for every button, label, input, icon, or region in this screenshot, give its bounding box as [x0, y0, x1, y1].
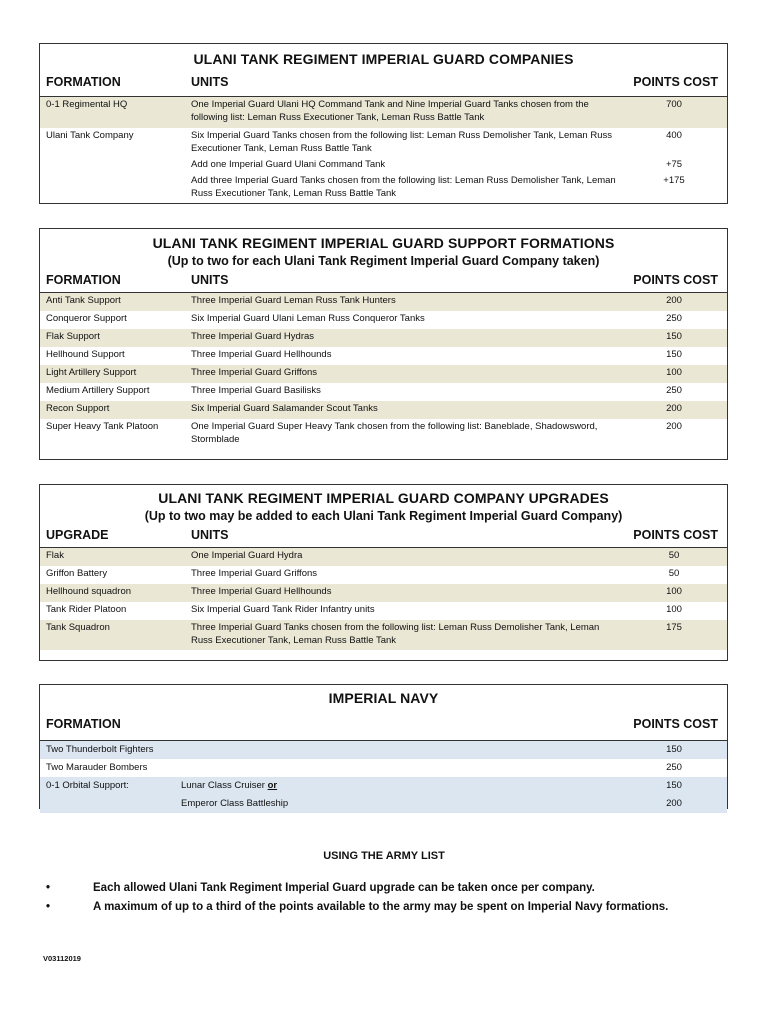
navy-table — [39, 684, 728, 809]
formation-cell: Super Heavy Tank Platoon — [46, 421, 159, 432]
points-cell: 200 — [666, 421, 682, 432]
formation-cell: Anti Tank Support — [46, 295, 121, 306]
upgrades-subtitle: (Up to two may be added to each Ulani Tank Regiment Imperial Guard Company) — [144, 509, 623, 523]
upgrades-header — [40, 528, 727, 546]
units-cell: Six Imperial Guard Ulani Leman Russ Conqueror Tanks — [191, 313, 425, 324]
using-title: USING THE ARMY LIST — [323, 850, 445, 862]
table-row — [40, 741, 727, 759]
upgrades-table — [39, 484, 728, 661]
table-row — [40, 347, 727, 365]
header-upgrade: UPGRADE — [46, 528, 109, 542]
table-row — [40, 566, 727, 584]
header-points: POINTS COST — [633, 717, 718, 731]
table-row — [40, 584, 727, 602]
formation-cell: Two Marauder Bombers — [46, 762, 148, 773]
table-row — [40, 329, 727, 347]
table-row — [40, 795, 727, 813]
formation-cell: Medium Artillery Support — [46, 385, 150, 396]
table-row — [40, 602, 727, 620]
units-cell: Three Imperial Guard Hellhounds — [191, 586, 332, 597]
formation-cell: 0-1 Regimental HQ — [46, 99, 128, 110]
points-cell: 150 — [666, 349, 682, 360]
header-units: UNITS — [191, 75, 229, 89]
support-header — [40, 273, 727, 291]
navy-title: IMPERIAL NAVY — [328, 690, 439, 706]
points-cell: 175 — [666, 622, 682, 633]
table-row — [40, 401, 727, 419]
units-cell: One Imperial Guard Hydra — [191, 550, 303, 561]
table-row — [40, 365, 727, 383]
bullet-icon: • — [46, 901, 51, 913]
units-cell: Three Imperial Guard Hydras — [191, 331, 315, 342]
table-row — [40, 777, 727, 795]
table-row — [40, 620, 727, 650]
formation-cell: Flak Support — [46, 331, 100, 342]
units-cell: Six Imperial Guard Tanks chosen from the following list: Leman Russ Demolisher Tank, Leman Russ Executioner Tank, Leman Russ Battle Tank — [191, 130, 613, 154]
version-label: V03112019 — [43, 954, 81, 963]
header-units: UNITS — [191, 273, 229, 287]
units-cell: Six Imperial Guard Salamander Scout Tanks — [191, 403, 378, 414]
companies-table — [39, 43, 728, 204]
formation-cell: Hellhound Support — [46, 349, 125, 360]
formation-cell: Conqueror Support — [46, 313, 127, 324]
navy-rows — [40, 740, 727, 813]
header-formation: FORMATION — [46, 273, 121, 287]
support-title: ULANI TANK REGIMENT IMPERIAL GUARD SUPPORT FORMATIONS — [152, 235, 615, 251]
option-cell: Emperor Class Battleship — [181, 798, 289, 809]
or-label: or — [267, 780, 278, 791]
units-cell: Three Imperial Guard Griffons — [191, 367, 318, 378]
table-row — [40, 311, 727, 329]
table-row — [40, 419, 727, 449]
companies-header — [40, 75, 727, 93]
bullet-text: Each allowed Ulani Tank Regiment Imperial Guard upgrade can be taken once per company. — [93, 882, 595, 894]
points-cell: +175 — [663, 175, 685, 186]
points-cell: 400 — [666, 130, 682, 141]
points-cell: 50 — [668, 550, 680, 561]
header-formation: FORMATION — [46, 75, 121, 89]
points-cell: 150 — [666, 744, 682, 755]
units-cell: Three Imperial Guard Tanks chosen from the following list: Leman Russ Demolisher Tank, Leman Russ Executioner Tank, Leman Russ Battle Tank — [191, 622, 600, 646]
upgrades-title: ULANI TANK REGIMENT IMPERIAL GUARD COMPANY UPGRADES — [158, 490, 609, 506]
units-cell: One Imperial Guard Ulani HQ Command Tank and Nine Imperial Guard Tanks chosen from the following list: Leman Russ Executioner Tank, Leman Russ Battle Tank — [191, 99, 589, 123]
formation-cell: 0-1 Orbital Support: — [46, 780, 129, 791]
table-row — [40, 173, 727, 202]
navy-header — [40, 717, 727, 735]
companies-title: ULANI TANK REGIMENT IMPERIAL GUARD COMPANIES — [193, 51, 574, 67]
points-cell: 200 — [666, 295, 682, 306]
bullet-text: A maximum of up to a third of the points available to the army may be spent on Imperial Navy formations. — [93, 901, 669, 913]
table-row — [40, 548, 727, 566]
option-cell — [181, 780, 277, 791]
bullet-icon: • — [46, 882, 51, 894]
table-row — [40, 157, 727, 173]
table-row — [40, 293, 727, 311]
support-subtitle: (Up to two for each Ulani Tank Regiment Imperial Guard Company taken) — [167, 254, 600, 268]
header-units: UNITS — [191, 528, 229, 542]
table-row — [40, 383, 727, 401]
upgrades-rows — [40, 547, 727, 650]
points-cell: 200 — [666, 403, 682, 414]
header-points: POINTS COST — [633, 528, 718, 542]
points-cell: 700 — [666, 99, 682, 110]
formation-cell: Light Artillery Support — [46, 367, 137, 378]
points-cell: 100 — [666, 604, 682, 615]
table-row — [40, 128, 727, 157]
points-cell: 100 — [666, 367, 682, 378]
upgrade-cell: Tank Squadron — [46, 622, 110, 633]
units-cell: One Imperial Guard Super Heavy Tank chosen from the following list: Baneblade, Shadowsword, Stormblade — [191, 421, 598, 445]
upgrade-cell: Hellhound squadron — [46, 586, 132, 597]
header-formation: FORMATION — [46, 717, 121, 731]
points-cell: 250 — [666, 385, 682, 396]
units-cell: Three Imperial Guard Hellhounds — [191, 349, 332, 360]
units-cell: Six Imperial Guard Tank Rider Infantry units — [191, 604, 375, 615]
upgrade-cell: Flak — [46, 550, 64, 561]
upgrade-cell: Tank Rider Platoon — [46, 604, 127, 615]
points-cell: 150 — [666, 780, 682, 791]
points-cell: 250 — [666, 313, 682, 324]
formation-cell: Two Thunderbolt Fighters — [46, 744, 154, 755]
points-cell: 150 — [666, 331, 682, 342]
points-cell: 250 — [666, 762, 682, 773]
units-cell: Three Imperial Guard Basilisks — [191, 385, 321, 396]
points-cell: 100 — [666, 586, 682, 597]
header-points: POINTS COST — [633, 273, 718, 287]
points-cell: +75 — [665, 159, 683, 170]
units-cell: Three Imperial Guard Leman Russ Tank Hunters — [191, 295, 396, 306]
points-cell: 200 — [666, 798, 682, 809]
table-row — [40, 97, 727, 128]
formation-cell: Ulani Tank Company — [46, 130, 134, 141]
points-cell: 50 — [668, 568, 680, 579]
header-points: POINTS COST — [633, 75, 718, 89]
upgrade-cell: Griffon Battery — [46, 568, 108, 579]
units-cell: Three Imperial Guard Griffons — [191, 568, 318, 579]
units-cell: Add three Imperial Guard Tanks chosen from the following list: Leman Russ Demolisher Tank, Leman Russ Executioner Tank, Leman Russ Battle Tank — [191, 175, 616, 199]
support-table — [39, 228, 728, 460]
option-label: Lunar Class Cruiser — [181, 780, 265, 791]
formation-cell: Recon Support — [46, 403, 110, 414]
units-cell: Add one Imperial Guard Ulani Command Tank — [191, 159, 386, 170]
companies-rows — [40, 96, 727, 202]
support-rows — [40, 292, 727, 449]
table-row — [40, 759, 727, 777]
